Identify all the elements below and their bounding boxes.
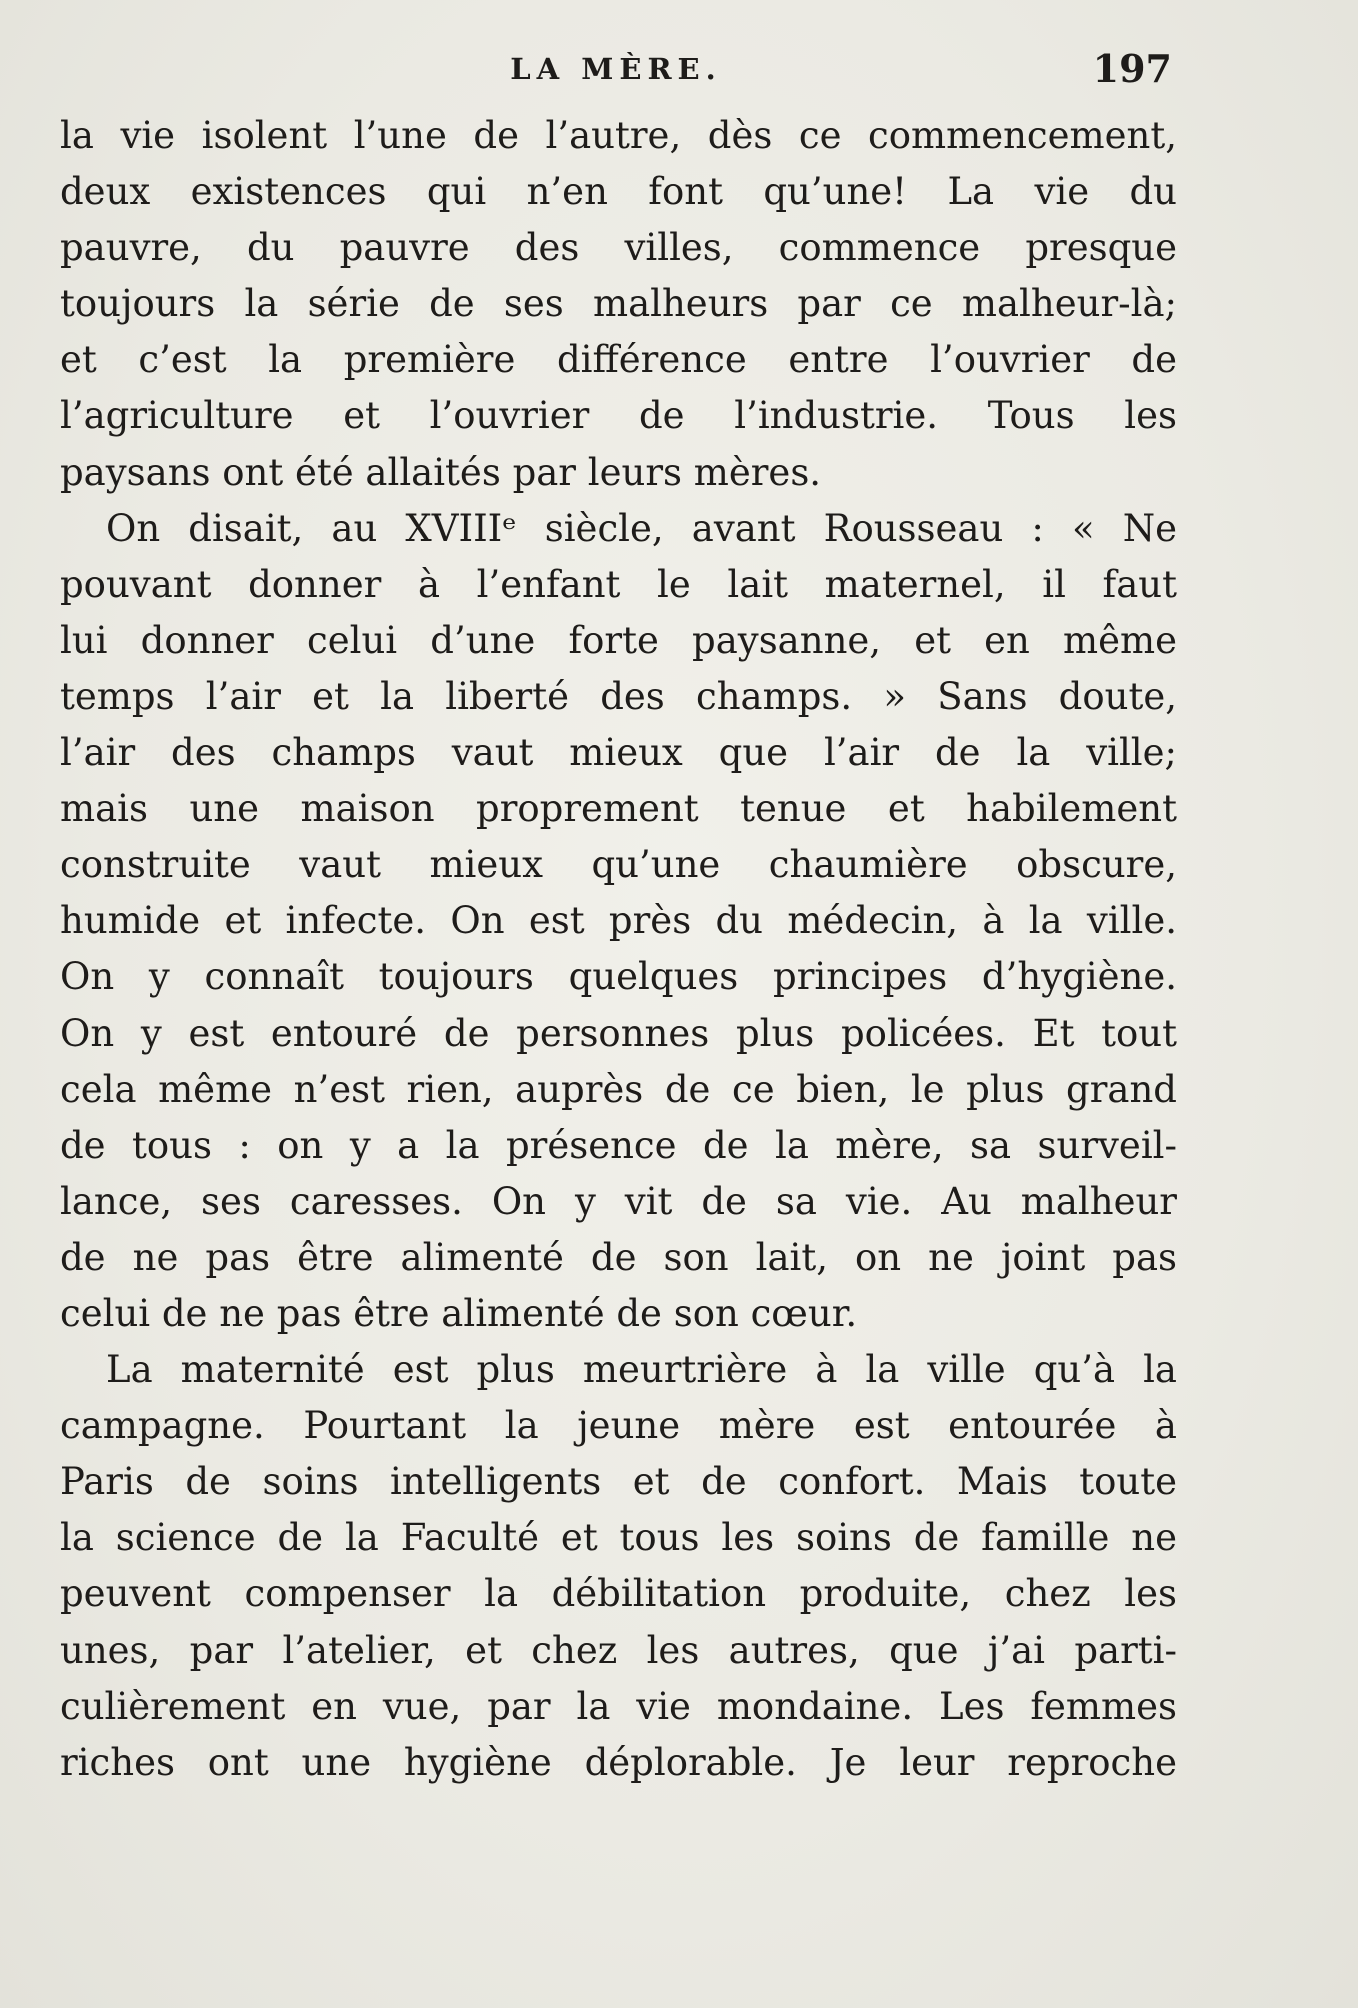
text-line: On disait, au XVIIIᵉ siècle, avant Rousseau : « Ne bbox=[106, 506, 1177, 550]
text-line: On y est entouré de personnes plus policées. Et tout bbox=[60, 1011, 1177, 1055]
text-line: de tous : on y a la présence de la mère, sa surveil- bbox=[60, 1123, 1177, 1167]
text-line: celui de ne pas être alimenté de son cœur. bbox=[60, 1291, 858, 1335]
paragraph-1 bbox=[60, 108, 1177, 501]
paragraph-3 bbox=[60, 1342, 1177, 1791]
text-line: lance, ses caresses. On y vit de sa vie. Au malheur bbox=[60, 1179, 1177, 1223]
text-line: et c’est la première différence entre l’ouvrier de bbox=[60, 338, 1177, 382]
body-text bbox=[60, 108, 1177, 1791]
text-line: de ne pas être alimenté de son lait, on ne joint pas bbox=[60, 1235, 1177, 1279]
text-line: La maternité est plus meurtrière à la ville qu’à la bbox=[106, 1348, 1177, 1392]
text-line: la science de la Faculté et tous les soins de famille ne bbox=[60, 1516, 1177, 1560]
text-line: toujours la série de ses malheurs par ce malheur-là; bbox=[60, 282, 1177, 326]
text-line: deux existences qui n’en font qu’une! La vie du bbox=[60, 170, 1177, 214]
text-line: la vie isolent l’une de l’autre, dès ce commencement, bbox=[60, 114, 1177, 157]
text-line: peuvent compenser la débilitation produite, chez les bbox=[60, 1572, 1177, 1616]
page-number: 197 bbox=[1092, 46, 1172, 91]
text-line: humide et infecte. On est près du médecin, à la ville. bbox=[60, 899, 1177, 943]
text-line: temps l’air et la liberté des champs. » Sans doute, bbox=[60, 674, 1177, 718]
text-line: pouvant donner à l’enfant le lait maternel, il faut bbox=[60, 562, 1177, 606]
text-line: pauvre, du pauvre des villes, commence presque bbox=[60, 226, 1177, 270]
text-line: paysans ont été allaités par leurs mères. bbox=[60, 450, 822, 494]
running-head bbox=[60, 44, 1172, 94]
text-line: mais une maison proprement tenue et habilement bbox=[60, 787, 1177, 831]
text-line: cela même n’est rien, auprès de ce bien, le plus grand bbox=[60, 1067, 1177, 1111]
running-title: LA MÈRE. bbox=[510, 52, 722, 86]
text-line: construite vaut mieux qu’une chaumière obscure, bbox=[60, 843, 1177, 887]
text-line: lui donner celui d’une forte paysanne, et en même bbox=[60, 618, 1177, 662]
text-line: l’agriculture et l’ouvrier de l’industrie. Tous les bbox=[60, 394, 1177, 438]
text-line: unes, par l’atelier, et chez les autres, que j’ai parti- bbox=[60, 1628, 1177, 1672]
paragraph-2 bbox=[60, 501, 1177, 1342]
text-line: l’air des champs vaut mieux que l’air de la ville; bbox=[60, 731, 1177, 775]
text-line: culièrement en vue, par la vie mondaine. Les femmes bbox=[60, 1684, 1177, 1728]
text-line: Paris de soins intelligents et de confort. Mais toute bbox=[60, 1460, 1177, 1504]
text-line: riches ont une hygiène déplorable. Je leur reproche bbox=[60, 1740, 1177, 1784]
text-line: campagne. Pourtant la jeune mère est entourée à bbox=[60, 1404, 1177, 1448]
text-line: On y connaît toujours quelques principes d’hygiène. bbox=[60, 955, 1177, 999]
